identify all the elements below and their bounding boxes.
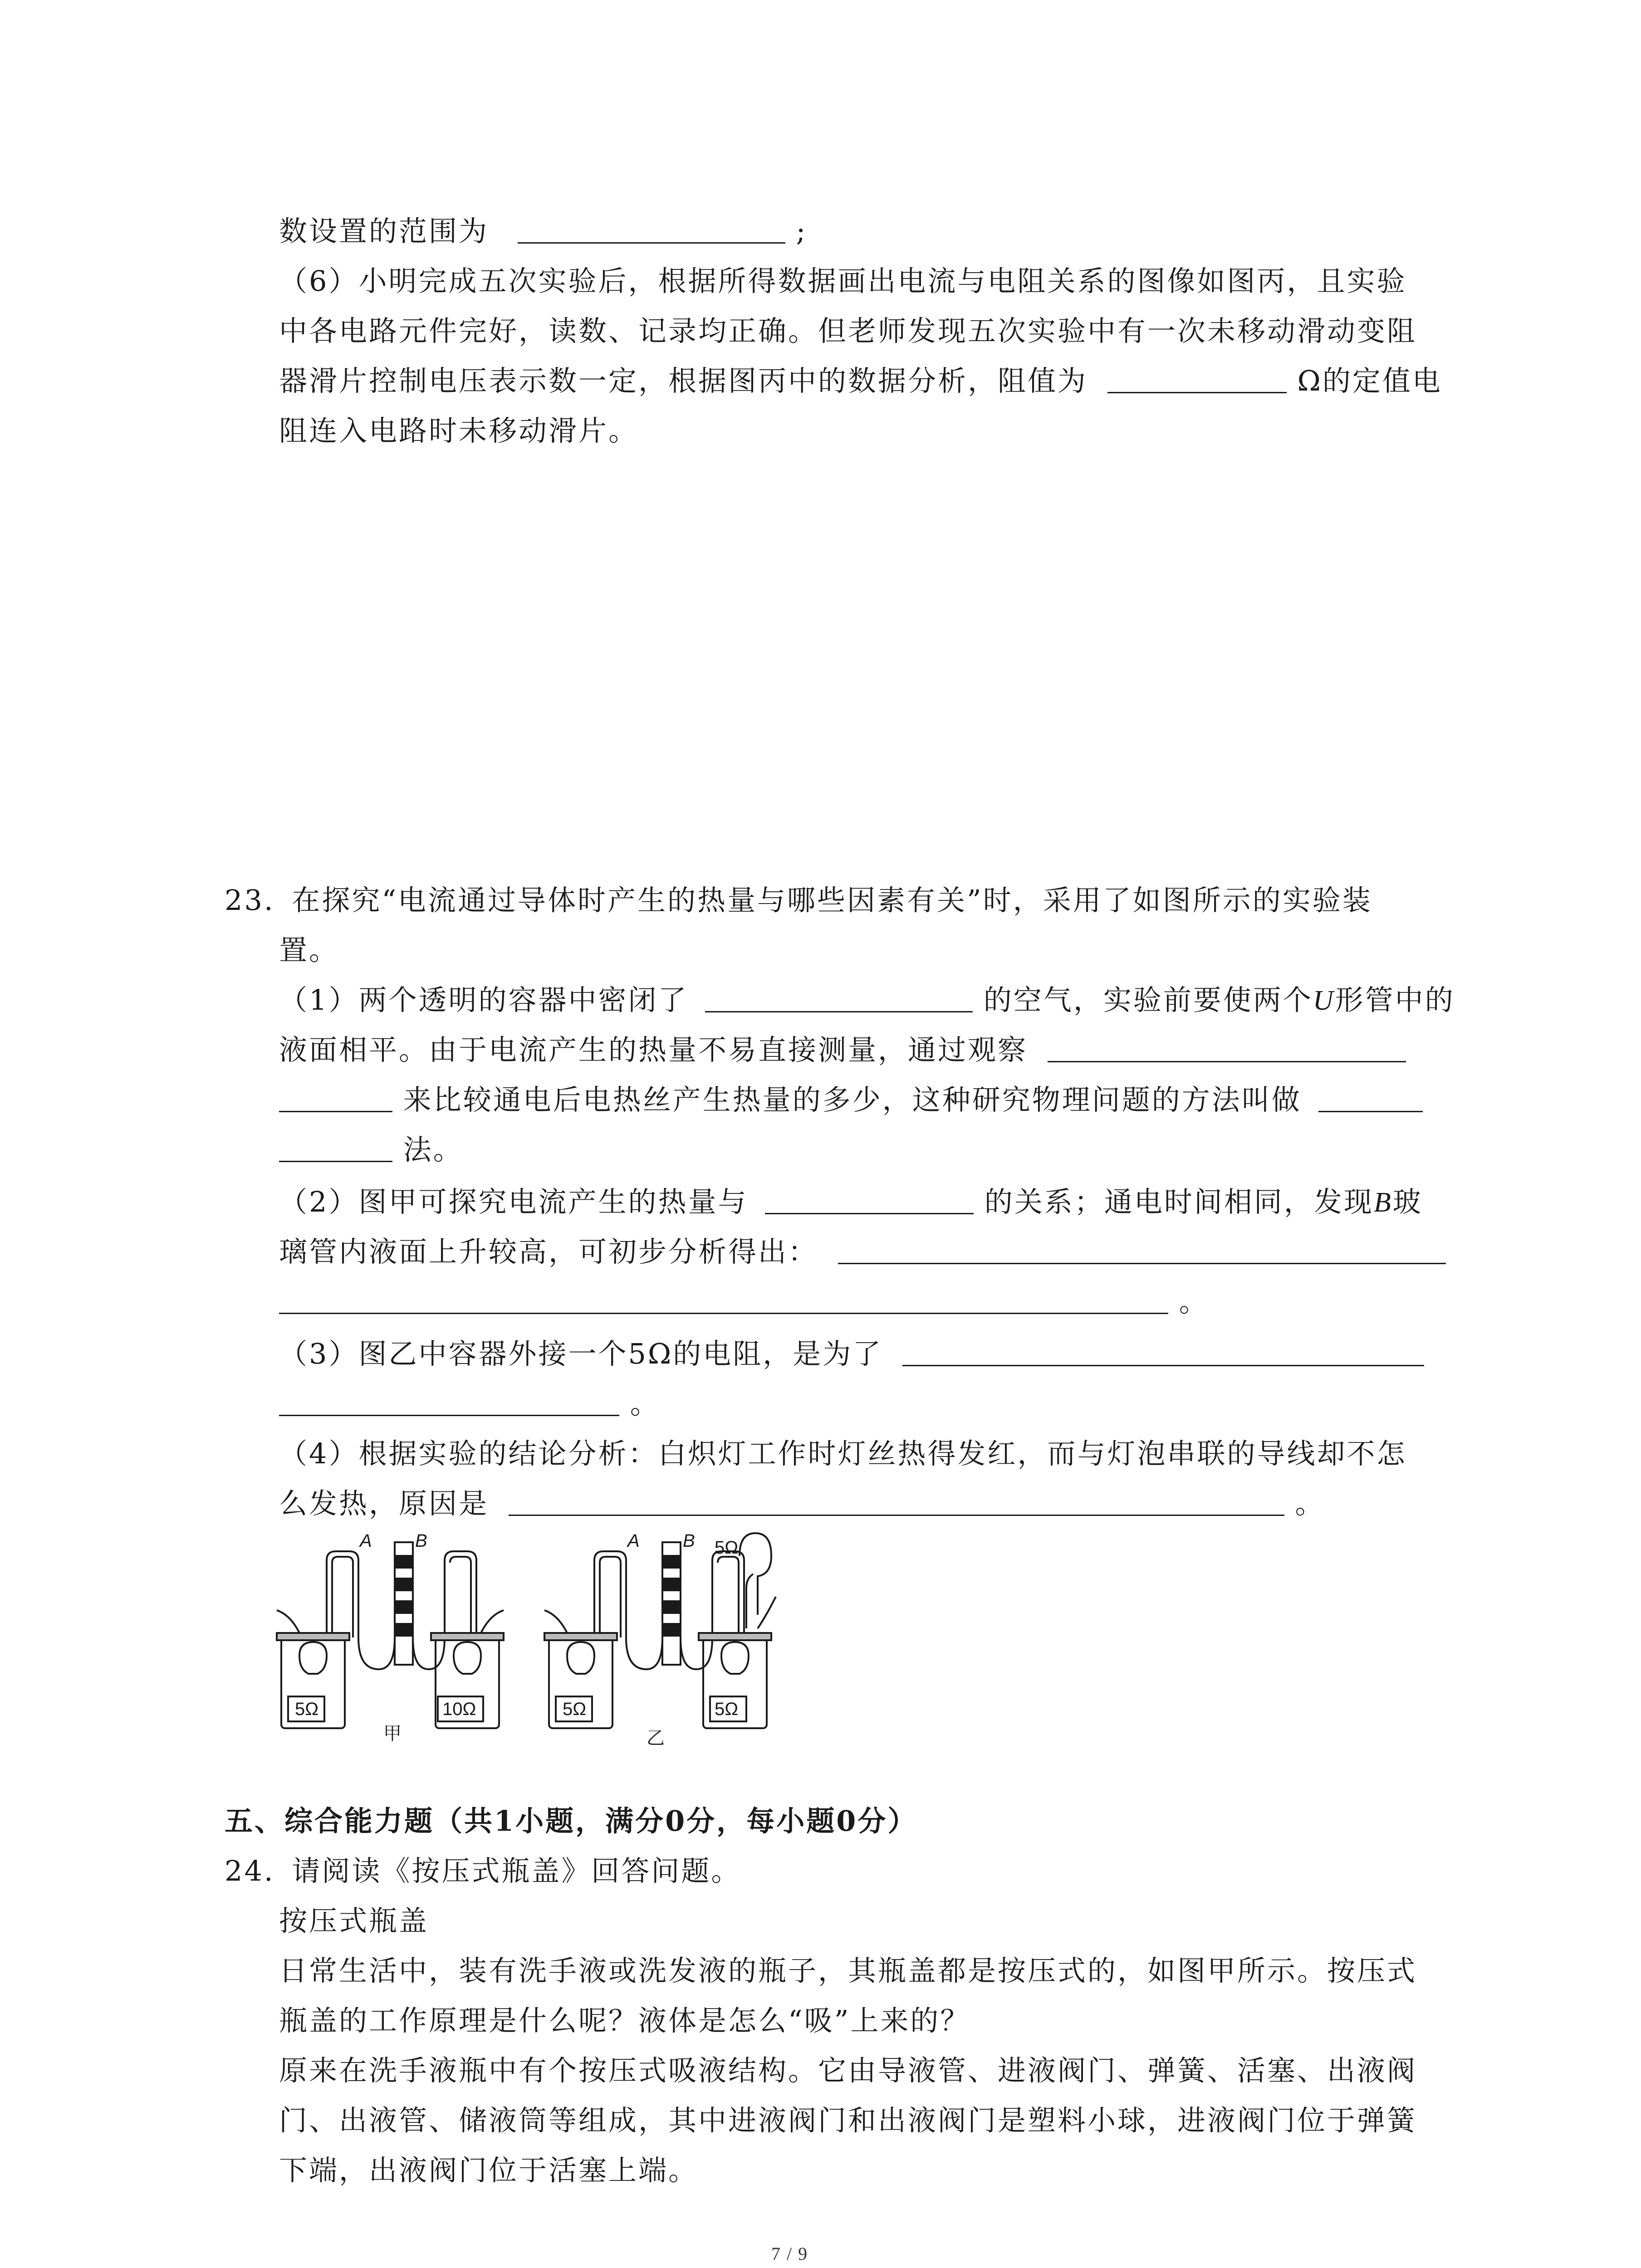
q23-part1-line-4 <box>279 1132 463 1168</box>
q23-line-1 <box>225 882 1372 919</box>
page-number: 7 / 9 <box>771 2244 808 2264</box>
q24-para-4: 门、出液管、储液筒等组成，其中进液阀门和出液阀门是塑料小球，进液阀门位于弹簧 <box>279 2104 1417 2137</box>
q23-p2-text-e: 璃管内液面上升较高，可初步分析得出： <box>279 1235 818 1268</box>
q23-p1-u: U <box>1313 985 1335 1016</box>
q22-line-1-text: 数设置的范围为 <box>279 215 489 248</box>
section-5-heading: 五、综合能力题（共1小题，满分0分，每小题0分） <box>225 1804 918 1838</box>
answer-blank[interactable] <box>1318 1083 1423 1112</box>
q23-p1-text-f: 来比较通电后电热丝产生热量的多少，这种研究物理问题的方法叫做 <box>403 1083 1302 1116</box>
answer-blank[interactable] <box>279 1083 392 1112</box>
q23-part2-line-2 <box>279 1234 1446 1270</box>
q24-para-3: 原来在洗手液瓶中有个按压式吸液结构。它由导液管、进液阀门、弹簧、活塞、出液阀 <box>279 2054 1417 2087</box>
q23-part2-line-1 <box>279 1184 1423 1221</box>
q24-stem: 请阅读《按压式瓶盖》回答问题。 <box>292 1854 741 1887</box>
q23-stem: 在探究“电流通过导体时产生的热量与哪些因素有关”时，采用了如图所示的实验装 <box>292 884 1372 917</box>
q23-part1-line-1 <box>279 982 1455 1019</box>
q23-p1-text-g: 法。 <box>403 1133 463 1166</box>
q24-para-2: 瓶盖的工作原理是什么呢？液体是怎么“吸”上来的？ <box>279 2004 970 2037</box>
q24-line-1 <box>225 1853 741 1889</box>
q22-line-1-end: ; <box>796 215 808 248</box>
q23-part2-line-3 <box>279 1284 1209 1320</box>
q23-p3-text-a: （3）图乙中容器外接一个5Ω的电阻，是为了 <box>279 1337 883 1370</box>
figure-yi-resistor-ext: 5Ω <box>715 1538 739 1558</box>
q23-part3-line-2 <box>279 1386 660 1422</box>
answer-blank[interactable] <box>765 1185 974 1214</box>
q22-line-5: 阻连入电路时未移动滑片。 <box>279 414 639 447</box>
figure-yi-caption: 乙 <box>647 1728 665 1748</box>
figure-jia-resistor-2: 10Ω <box>442 1699 476 1719</box>
figure-jia-caption: 甲 <box>383 1724 402 1744</box>
q23-part3-line-1 <box>279 1336 1424 1372</box>
answer-blank[interactable] <box>705 983 973 1012</box>
q22-line-4-end: Ω的定值电 <box>1297 364 1442 397</box>
q22-line-1 <box>279 213 807 249</box>
answer-blank[interactable] <box>1107 364 1287 393</box>
answer-blank[interactable] <box>518 214 785 244</box>
q23-p3-text-b: 。 <box>630 1387 660 1420</box>
q23-part1-line-2 <box>279 1032 1406 1068</box>
q24-article-title: 按压式瓶盖 <box>279 1904 429 1937</box>
figure-jia-label-b: B <box>415 1531 427 1551</box>
answer-blank[interactable] <box>279 1133 392 1162</box>
q24-para-5: 下端，出液阀门位于活塞上端。 <box>279 2154 699 2187</box>
q23-p2-text-f: 。 <box>1179 1285 1209 1318</box>
q23-p2-text-a: （2）图甲可探究电流产生的热量与 <box>279 1185 748 1218</box>
q22-line-3: 中各电路元件完好，读数、记录均正确。但老师发现五次实验中有一次未移动滑动变阻 <box>279 314 1417 347</box>
figure-jia-resistor-1: 5Ω <box>295 1699 319 1719</box>
q23-part1-line-3 <box>279 1082 1423 1118</box>
q23-p4-text-b: 么发热，原因是 <box>279 1487 489 1520</box>
q24-number: 24. <box>225 1854 275 1887</box>
answer-blank[interactable] <box>509 1486 1284 1516</box>
figure-yi-resistor-1: 5Ω <box>563 1699 587 1719</box>
q22-line-2: （6）小明完成五次实验后，根据所得数据画出电流与电阻关系的图像如图丙，且实验 <box>279 264 1407 298</box>
figure-jia-label-a: A <box>360 1531 372 1551</box>
answer-blank[interactable] <box>279 1285 1168 1314</box>
q23-p2-text-d: 玻 <box>1392 1185 1423 1218</box>
q22-line-4-text: 器滑片控制电压表示数一定，根据图丙中的数据分析，阻值为 <box>279 364 1088 397</box>
q23-p4-text-c: 。 <box>1295 1487 1325 1520</box>
q23-part4-line-1: （4）根据实验的结论分析：白炽灯工作时灯丝热得发红，而与灯泡串联的导线却不怎 <box>279 1437 1407 1470</box>
q23-p1-text-a: （1）两个透明的容器中密闭了 <box>279 983 688 1017</box>
q23-p1-text-b: 的空气，实验前要使两个 <box>983 983 1313 1017</box>
answer-blank[interactable] <box>902 1337 1424 1366</box>
q23-p2-b: B <box>1373 1187 1393 1218</box>
figure-yi-label-b: B <box>683 1531 695 1551</box>
q22-line-4 <box>279 363 1442 399</box>
q24-para-1: 日常生活中，装有洗手液或洗发液的瓶子，其瓶盖都是按压式的，如图甲所示。按压式 <box>279 1954 1417 1987</box>
q23-number: 23. <box>225 884 275 917</box>
figure-yi-label-a: A <box>627 1531 640 1551</box>
answer-blank[interactable] <box>838 1235 1446 1264</box>
q23-line-2: 置。 <box>279 934 339 967</box>
q23-p2-text-b: 的关系；通电时间相同，发现 <box>984 1185 1374 1218</box>
q23-p1-text-d: 形管中的 <box>1335 983 1455 1017</box>
figure-yi-resistor-2: 5Ω <box>715 1699 739 1719</box>
q23-part4-line-2 <box>279 1486 1325 1522</box>
answer-blank[interactable] <box>279 1387 619 1416</box>
q23-p1-text-e: 液面相平。由于电流产生的热量不易直接测量，通过观察 <box>279 1033 1028 1066</box>
answer-blank[interactable] <box>1048 1033 1406 1062</box>
